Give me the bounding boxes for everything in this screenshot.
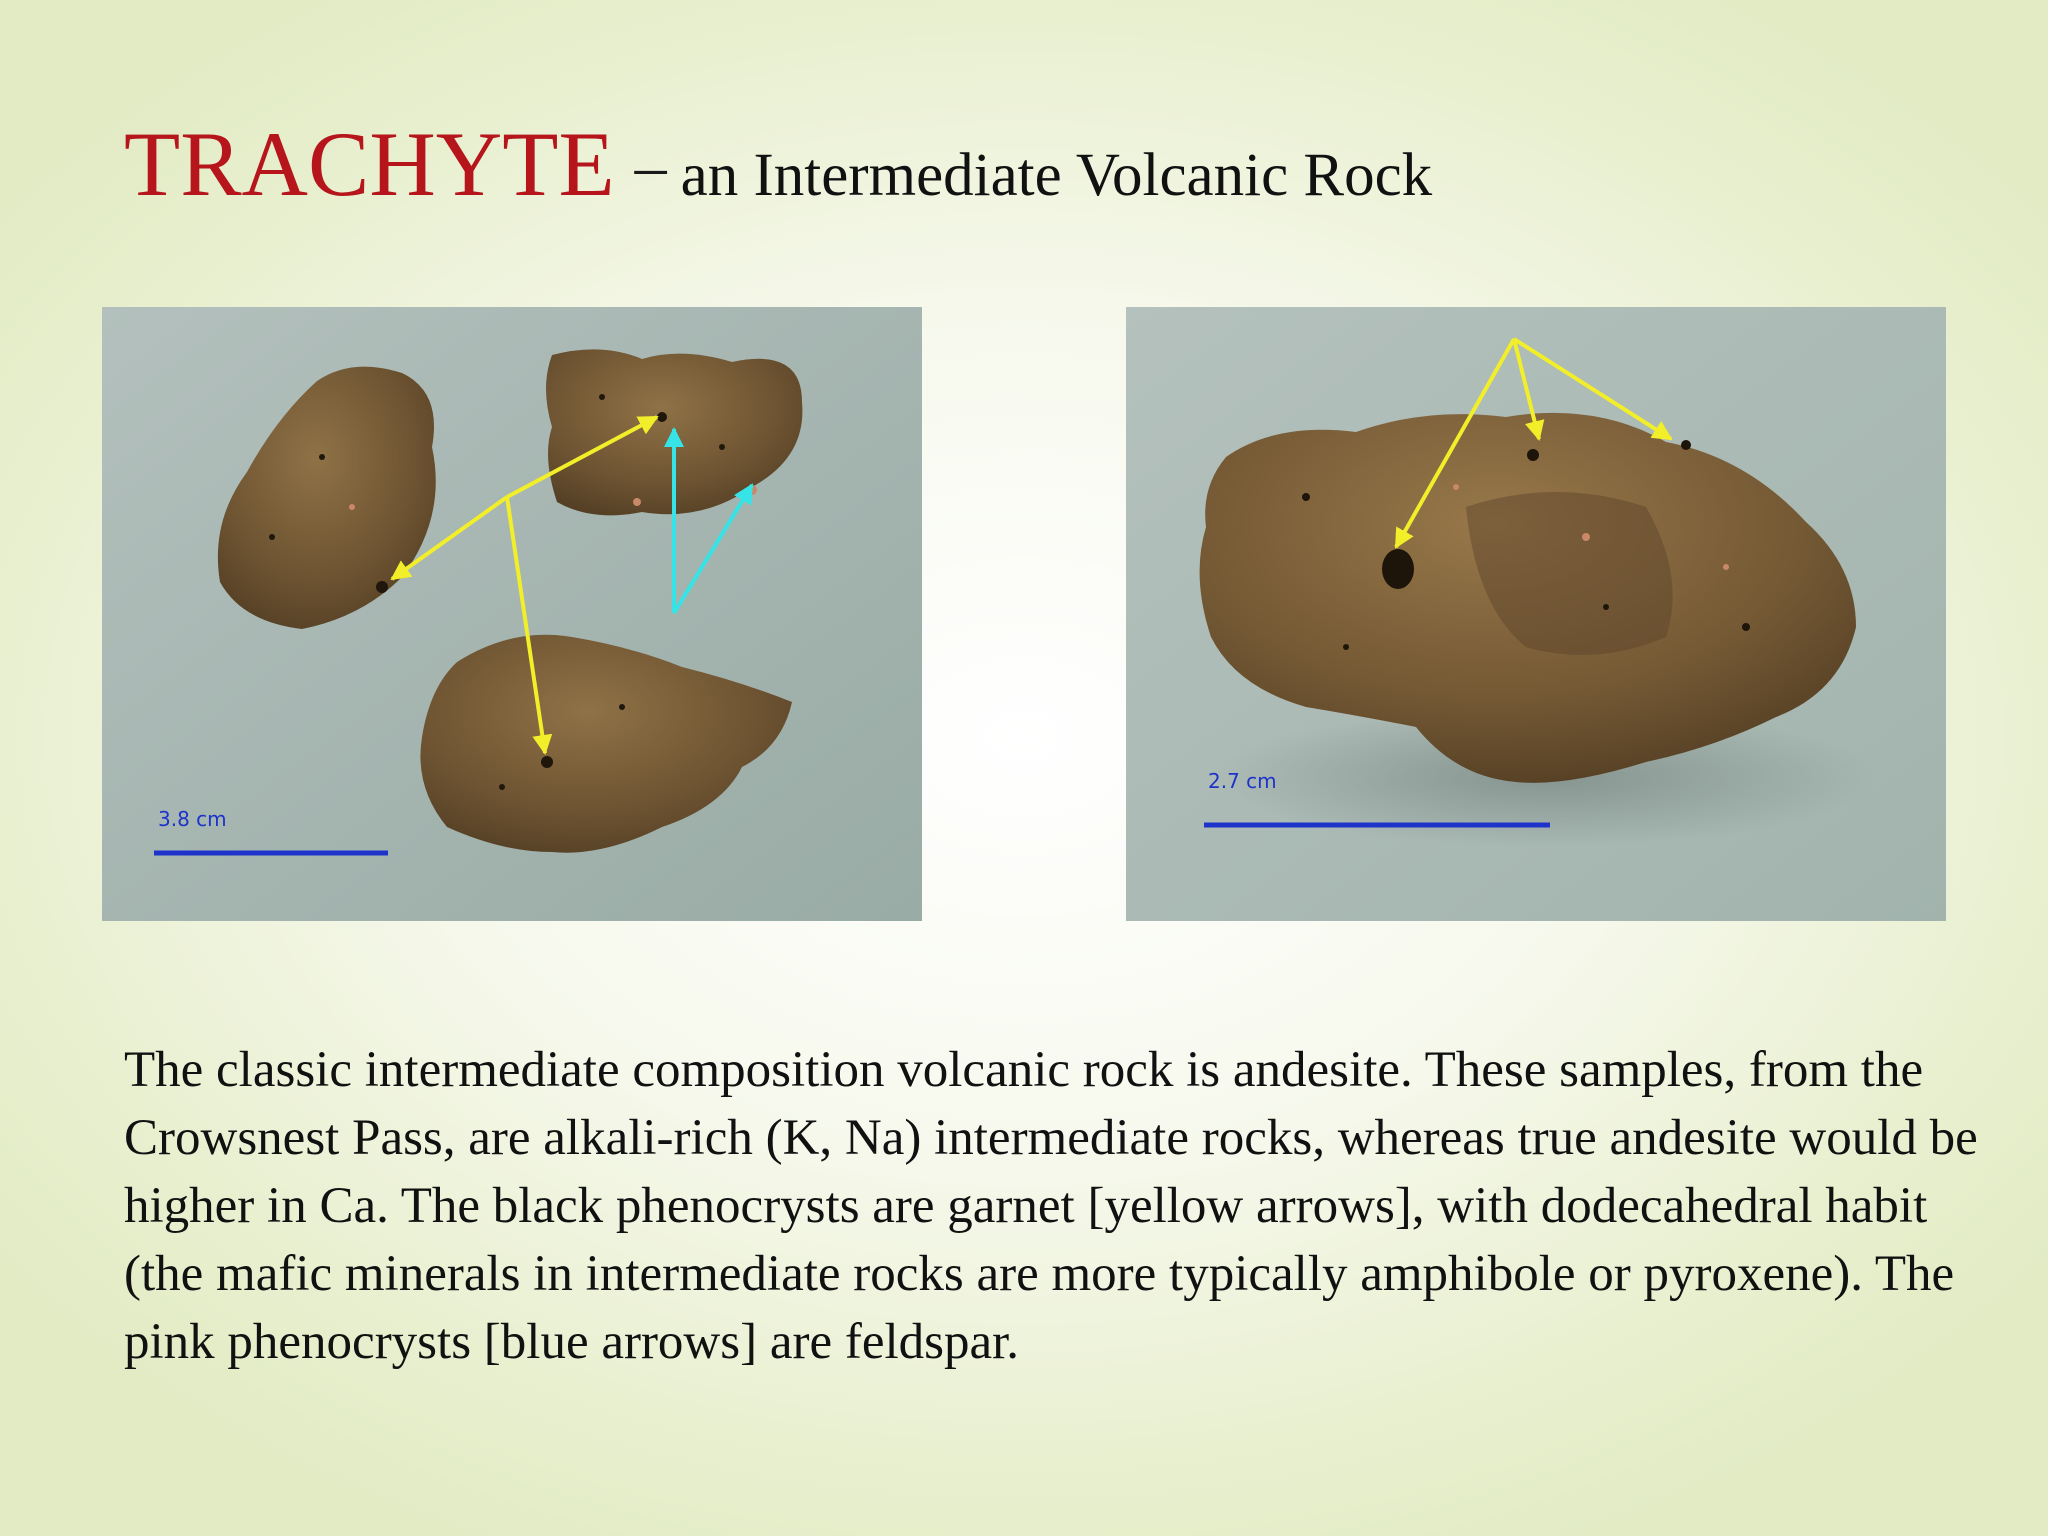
title-dash: – xyxy=(634,130,667,201)
scale-label-left: 3.8 cm xyxy=(158,807,227,831)
body-paragraph: The classic intermediate composition volcanic rock is andesite. These samples, from the Crowsnest Pass, are alkali-rich (K, Na) intermediate rocks, whereas true andesite would be higher in Ca. The black phenocrysts are garnet [yellow arrows], with dodecahedral habit (the mafic minerals in intermediate rocks are more typically amphibole or pyroxene). The pink phenocrysts [blue arrows] are feldspar. xyxy=(124,1042,1978,1370)
slide-title xyxy=(124,113,1433,215)
title-rock-name: TRACHYTE xyxy=(124,113,615,215)
scale-label-right: 2.7 cm xyxy=(1208,769,1277,793)
title-subtitle: an Intermediate Volcanic Rock xyxy=(680,142,1433,209)
photo-three-samples xyxy=(102,307,922,921)
photo-single-sample xyxy=(1126,307,1946,921)
